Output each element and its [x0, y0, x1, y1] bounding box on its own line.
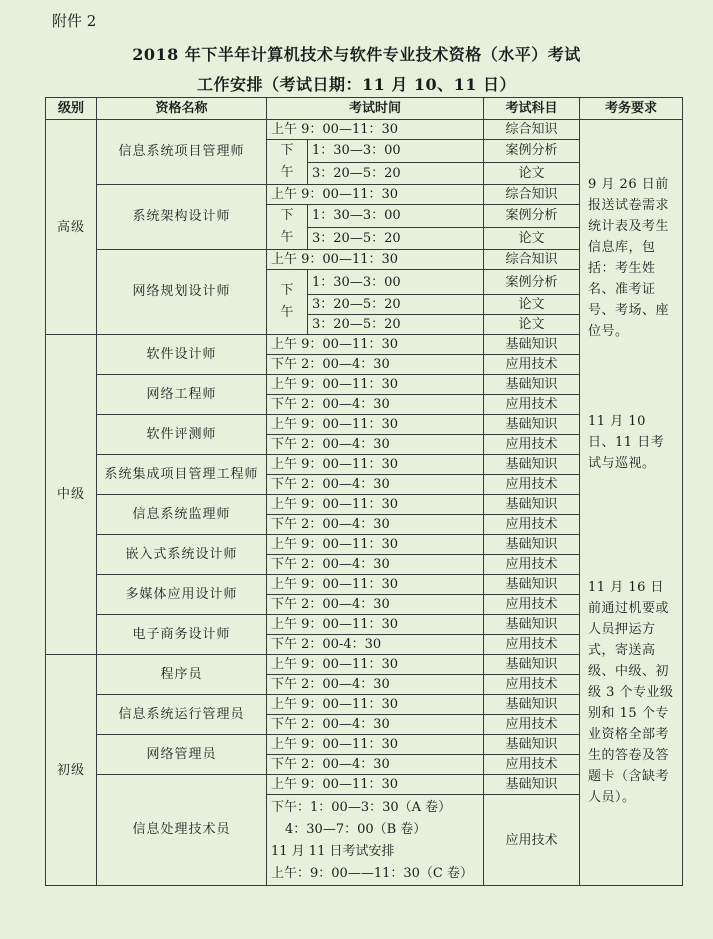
- spacer: [588, 342, 674, 411]
- exam-time: 下午 2：00—4：30: [267, 395, 484, 415]
- header-level: 级别: [46, 98, 97, 120]
- qualification-name: 网络工程师: [97, 375, 267, 415]
- qualification-name: 程序员: [97, 655, 267, 695]
- exam-subject: 基础知识: [484, 775, 580, 795]
- exam-subject: 应用技术: [484, 715, 580, 735]
- exam-time: 上午 9：00—11：30: [267, 735, 484, 755]
- exam-time: 上午 9：00—11：30: [267, 455, 484, 475]
- exam-time-line: 11 月 11 日考试安排: [271, 844, 395, 859]
- header-requirements: 考务要求: [580, 98, 683, 120]
- qualification-name: 系统集成项目管理工程师: [97, 455, 267, 495]
- exam-time: 下午 2：00—4：30: [267, 755, 484, 775]
- exam-time-multiline: [267, 795, 484, 886]
- exam-time: 上午 9：00—11：30: [267, 250, 484, 270]
- qualification-name: 软件设计师: [97, 335, 267, 375]
- header-time: 考试时间: [267, 98, 484, 120]
- exam-subject: 基础知识: [484, 735, 580, 755]
- exam-subject: 应用技术: [484, 355, 580, 375]
- pm-label: 下 午: [267, 140, 308, 185]
- exam-subject: 应用技术: [484, 755, 580, 775]
- exam-time: 下午 2：00—4：30: [267, 675, 484, 695]
- exam-time: 上午 9：00—11：30: [267, 375, 484, 395]
- exam-time: 上午 9：00—11：30: [267, 120, 484, 140]
- exam-time-line: 4：30—7：00（B 卷）: [285, 822, 427, 837]
- document-title: 2018 年下半年计算机技术与软件专业技术资格（水平）考试: [132, 45, 581, 64]
- exam-time: 上午 9：00—11：30: [267, 535, 484, 555]
- exam-time: 下午 2：00—4：30: [267, 715, 484, 735]
- qualification-name: 软件评测师: [97, 415, 267, 455]
- exam-time: 上午 9：00—11：30: [267, 695, 484, 715]
- exam-subject: 基础知识: [484, 655, 580, 675]
- exam-subject: 基础知识: [484, 455, 580, 475]
- header-subject: 考试科目: [484, 98, 580, 120]
- header-qualification: 资格名称: [97, 98, 267, 120]
- qualification-name: 系统架构设计师: [97, 185, 267, 250]
- exam-time-line: 上午：9：00——11：30（C 卷）: [271, 866, 473, 881]
- exam-subject: 应用技术: [484, 675, 580, 695]
- qualification-name: 网络规划设计师: [97, 250, 267, 335]
- exam-subject: 综合知识: [484, 120, 580, 140]
- table-row: [46, 120, 683, 140]
- exam-subject: 论文: [484, 227, 580, 250]
- exam-subject: 论文: [484, 162, 580, 185]
- exam-time: 3：20—5：20: [308, 295, 484, 315]
- exam-subject: 应用技术: [484, 435, 580, 455]
- exam-subject: 应用技术: [484, 555, 580, 575]
- qualification-name: 网络管理员: [97, 735, 267, 775]
- exam-time: 下午 2：00—4：30: [267, 355, 484, 375]
- qualification-name: 信息处理技术员: [97, 775, 267, 886]
- exam-subject: 基础知识: [484, 695, 580, 715]
- exam-subject: 应用技术: [484, 795, 580, 886]
- exam-time: 1：30—3：00: [308, 205, 484, 228]
- exam-subject: 应用技术: [484, 635, 580, 655]
- qualification-name: 信息系统运行管理员: [97, 695, 267, 735]
- level-senior: 高级: [46, 120, 97, 335]
- exam-time: 下午 2：00—4：30: [267, 595, 484, 615]
- exam-schedule-table: [45, 97, 683, 886]
- qualification-name: 电子商务设计师: [97, 615, 267, 655]
- exam-subject: 基础知识: [484, 415, 580, 435]
- exam-subject: 基础知识: [484, 335, 580, 355]
- exam-subject: 论文: [484, 315, 580, 335]
- exam-time: 上午 9：00—11：30: [267, 655, 484, 675]
- exam-time: 3：20—5：20: [308, 227, 484, 250]
- exam-time: 下午 2：00-4：30: [267, 635, 484, 655]
- exam-time: 下午 2：00—4：30: [267, 555, 484, 575]
- qualification-name: 嵌入式系统设计师: [97, 535, 267, 575]
- exam-subject: 案例分析: [484, 205, 580, 228]
- exam-time: 下午 2：00—4：30: [267, 515, 484, 535]
- exam-time: 上午 9：00—11：30: [267, 415, 484, 435]
- exam-time: 上午 9：00—11：30: [267, 335, 484, 355]
- requirements-block-3: 11 月 16 日前通过机要或人员押运方式，寄送高级、中级、初级 3 个专业级别和 15 个专业资格全部考生的答卷及答题卡（含缺考人员）。: [588, 580, 674, 805]
- exam-subject: 案例分析: [484, 270, 580, 295]
- exam-time: 上午 9：00—11：30: [267, 575, 484, 595]
- exam-subject: 综合知识: [484, 250, 580, 270]
- exam-subject: 基础知识: [484, 535, 580, 555]
- exam-time: 上午 9：00—11：30: [267, 185, 484, 205]
- exam-subject: 基础知识: [484, 375, 580, 395]
- qualification-name: 多媒体应用设计师: [97, 575, 267, 615]
- exam-subject: 应用技术: [484, 515, 580, 535]
- exam-time-line: 下午：1：00—3：30（A 卷）: [271, 800, 452, 815]
- document-subtitle: 工作安排（考试日期：11 月 10、11 日）: [196, 75, 516, 94]
- exam-subject: 基础知识: [484, 615, 580, 635]
- spacer: [588, 474, 674, 577]
- pm-label: 下 午: [267, 205, 308, 250]
- requirements-cell: [580, 120, 683, 886]
- qualification-name: 信息系统项目管理师: [97, 120, 267, 185]
- exam-subject: 综合知识: [484, 185, 580, 205]
- exam-time: 上午 9：00—11：30: [267, 775, 484, 795]
- exam-subject: 论文: [484, 295, 580, 315]
- exam-subject: 应用技术: [484, 395, 580, 415]
- requirements-block-1: 9 月 26 日前报送试卷需求统计表及考生信息库，包括：考生姓名、准考证号、考场、座位号。: [588, 177, 670, 339]
- level-intermediate: 中级: [46, 335, 97, 655]
- exam-subject: 应用技术: [484, 475, 580, 495]
- exam-subject: 基础知识: [484, 575, 580, 595]
- exam-subject: 应用技术: [484, 595, 580, 615]
- exam-time: 上午 9：00—11：30: [267, 615, 484, 635]
- exam-time: 上午 9：00—11：30: [267, 495, 484, 515]
- exam-time: 1：30—3：00: [308, 270, 484, 295]
- header-row: [46, 98, 683, 120]
- exam-time: 下午 2：00—4：30: [267, 435, 484, 455]
- exam-time: 下午 2：00—4：30: [267, 475, 484, 495]
- exam-time: 1：30—3：00: [308, 140, 484, 163]
- exam-subject: 基础知识: [484, 495, 580, 515]
- level-junior: 初级: [46, 655, 97, 886]
- attachment-label: 附件 2: [52, 12, 97, 30]
- requirements-block-2: 11 月 10 日、11 日考试与巡视。: [588, 414, 665, 471]
- exam-subject: 案例分析: [484, 140, 580, 163]
- exam-time: 3：20—5：20: [308, 315, 484, 335]
- qualification-name: 信息系统监理师: [97, 495, 267, 535]
- exam-time: 3：20—5：20: [308, 162, 484, 185]
- pm-label: 下 午: [267, 270, 308, 335]
